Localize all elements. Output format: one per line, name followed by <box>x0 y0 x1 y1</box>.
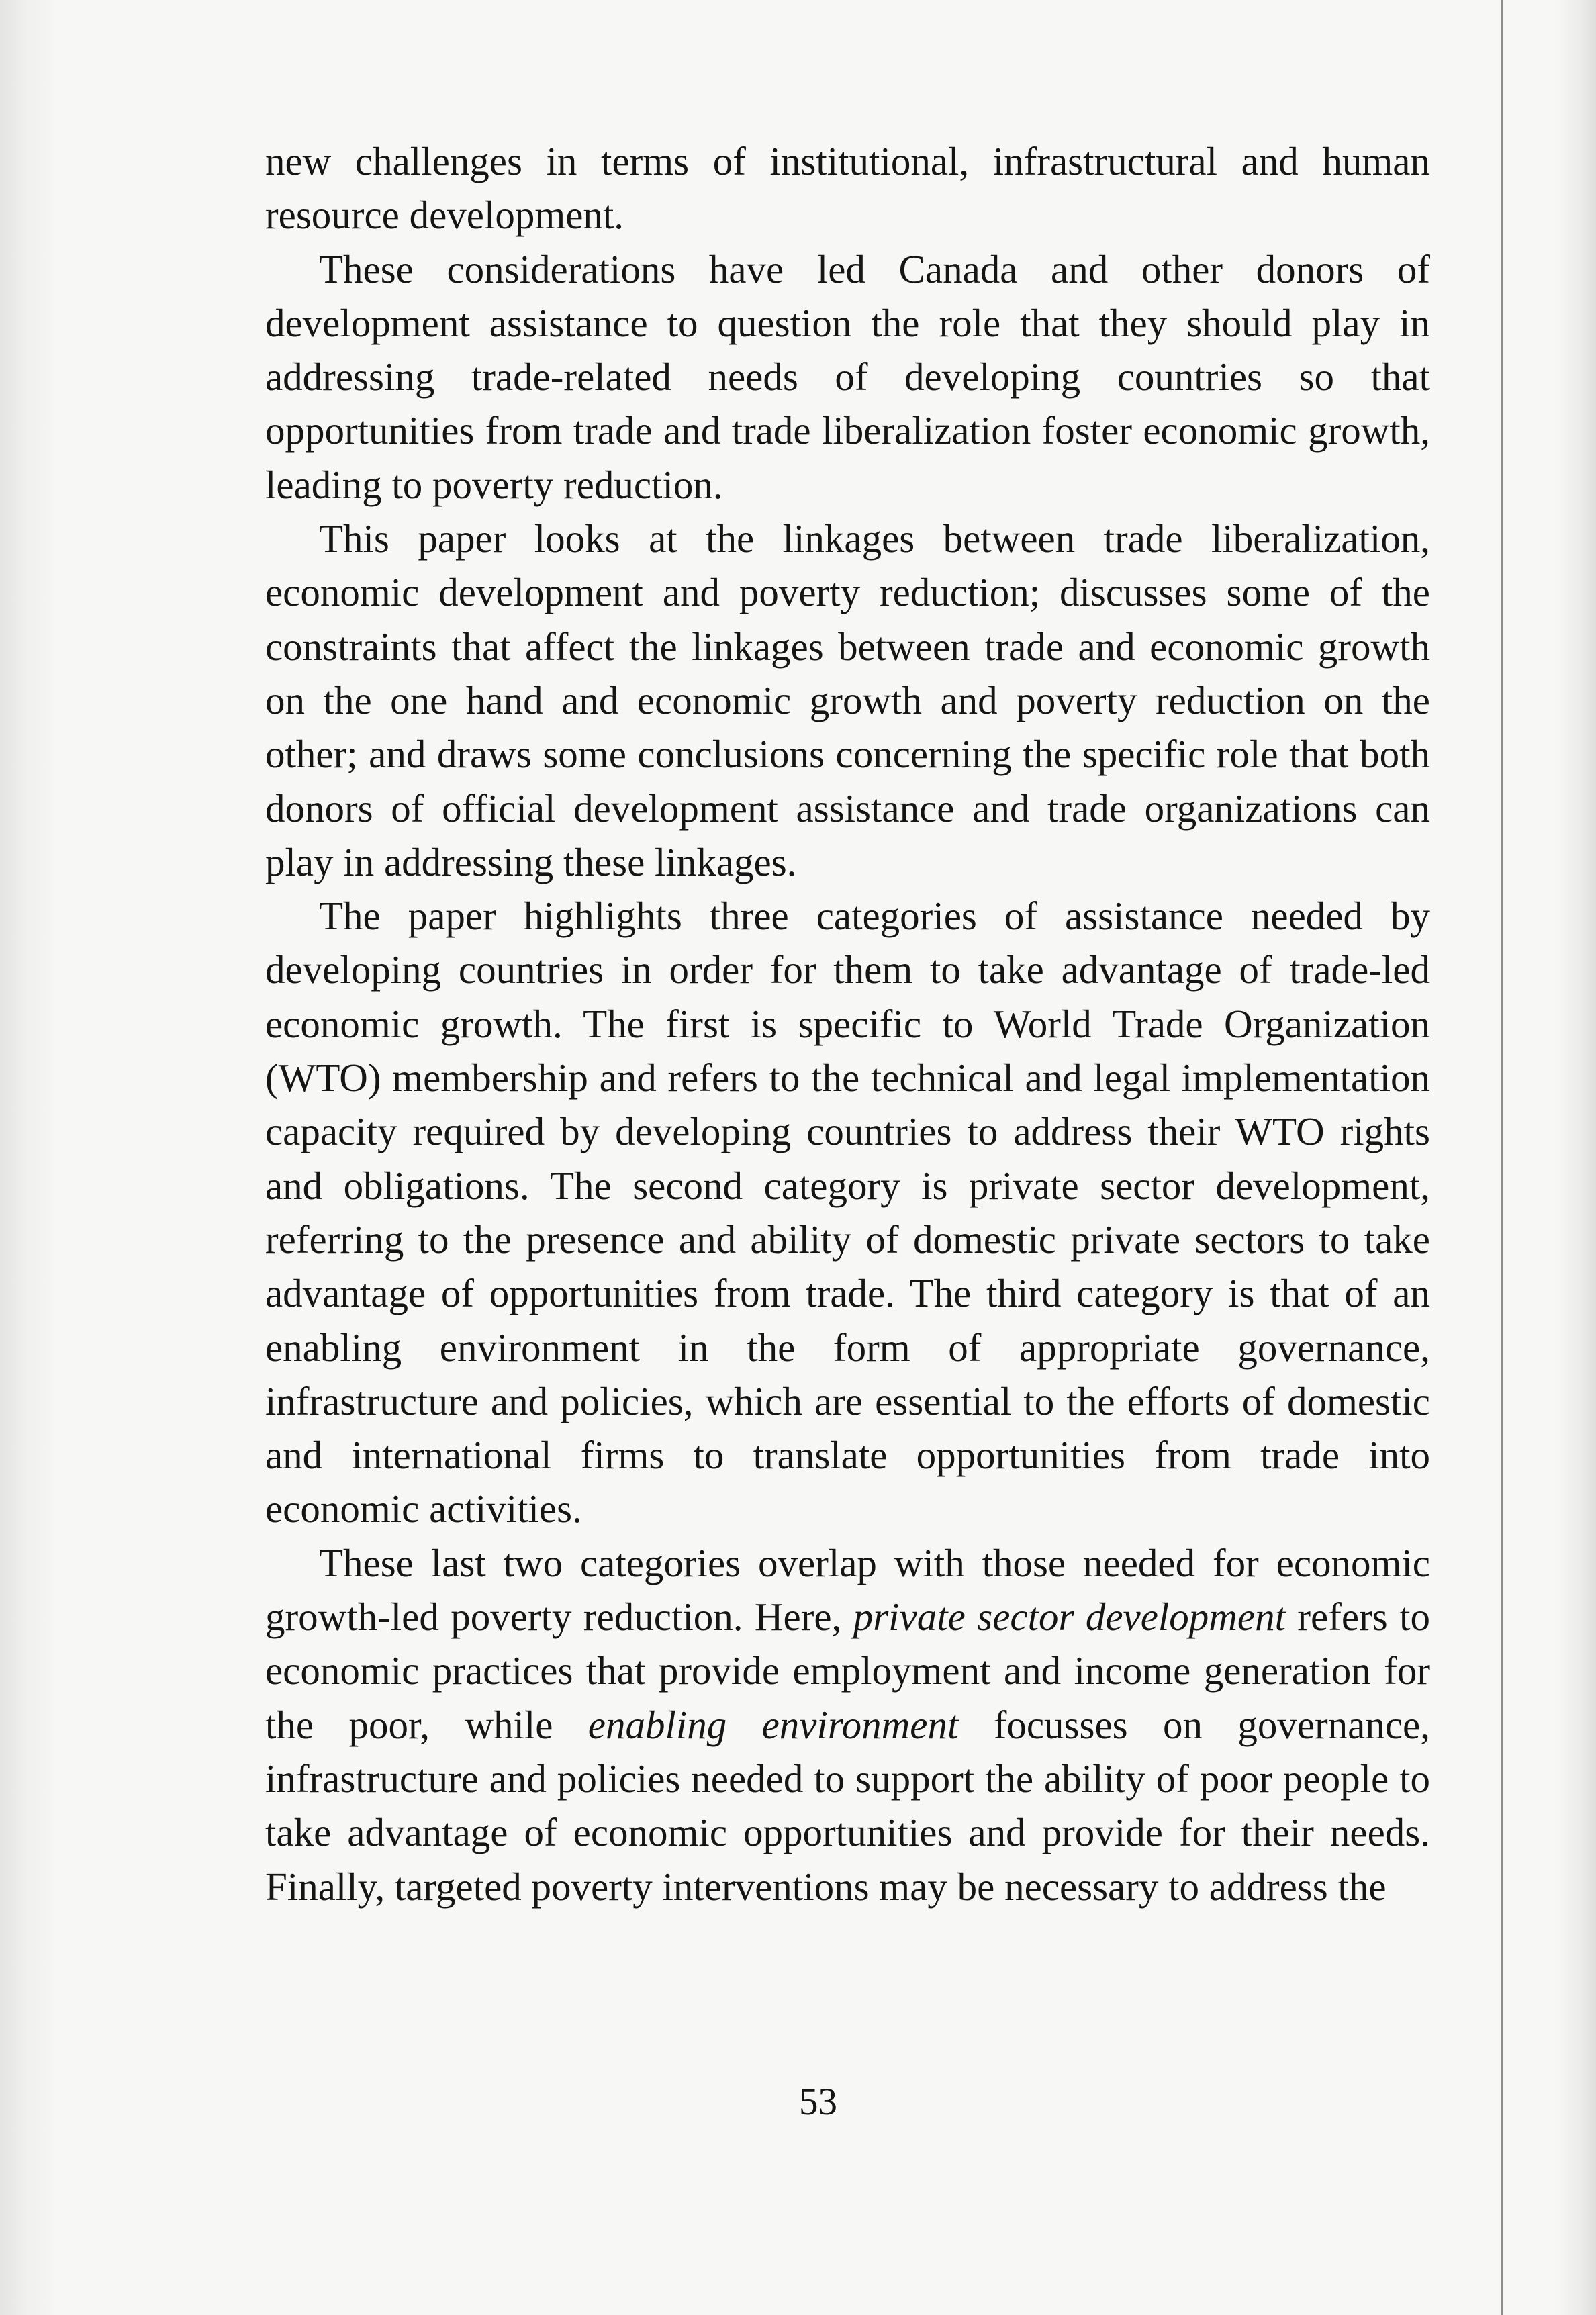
paragraph-5-text-a: These last two categories overlap with those needed for economic growth-led poverty reduction. Here, <box>265 1540 1430 1640</box>
paragraph-1-text: new challenges in terms of institutional, infrastructural and human resource development. <box>265 139 1430 238</box>
term-private-sector-development: private sector development <box>853 1595 1286 1640</box>
paragraph-2-text: These considerations have led Canada and other donors of development assistance to question the role that they should play in addressing trade-related needs of developing countries so that opportunities from trade and trade liberalization foster economic growth, leading to poverty reduction. <box>265 246 1430 507</box>
paragraph-2 <box>265 242 1430 512</box>
paragraph-5-text-c: focusses on governance, infrastructure and policies needed to support the ability of poor people to take advantage of economic opportunities and provide for their needs. Finally, targeted poverty interventions may be necessary to address the <box>265 1702 1430 1909</box>
scan-edge-right <box>1556 0 1596 2315</box>
paragraph-5-text-b: refers to economic practices that provide employment and income generation for the poor, while <box>265 1595 1430 1747</box>
page-number: 53 <box>799 2081 837 2123</box>
paragraph-1 <box>265 134 1430 242</box>
scan-edge-left <box>0 0 60 2315</box>
body-text <box>265 134 1430 1914</box>
paragraph-3 <box>265 512 1430 889</box>
paragraph-4 <box>265 889 1430 1536</box>
paragraph-5 <box>265 1536 1430 1914</box>
paragraph-4-text: The paper highlights three categories of assistance needed by developing countries in order for them to take advantage of trade-led economic growth. The first is specific to World Trade Organization (WTO) membership and refers to the technical and legal implementation capacity required by developing countries to address their WTO rights and obligations. The second category is private sector development, referring to the presence and ability of domestic private sectors to take advantage of opportunities from trade. The third category is that of an enabling environment in the form of appropriate governance, infrastructure and policies, which are essential to the efforts of domestic and international firms to translate opportunities from trade into economic activities. <box>265 894 1430 1531</box>
paragraph-3-text: This paper looks at the linkages between trade liberalization, economic development and poverty reduction; discusses some of the constraints that affect the linkages between trade and economic growth on the one hand and economic growth and poverty reduction on the other; and draws some conclusions concerning the specific role that both donors of official development assistance and trade organizations can play in addressing these linkages. <box>265 516 1430 884</box>
book-binding-edge <box>1501 0 1503 2315</box>
term-enabling-environment: enabling environment <box>588 1702 959 1747</box>
